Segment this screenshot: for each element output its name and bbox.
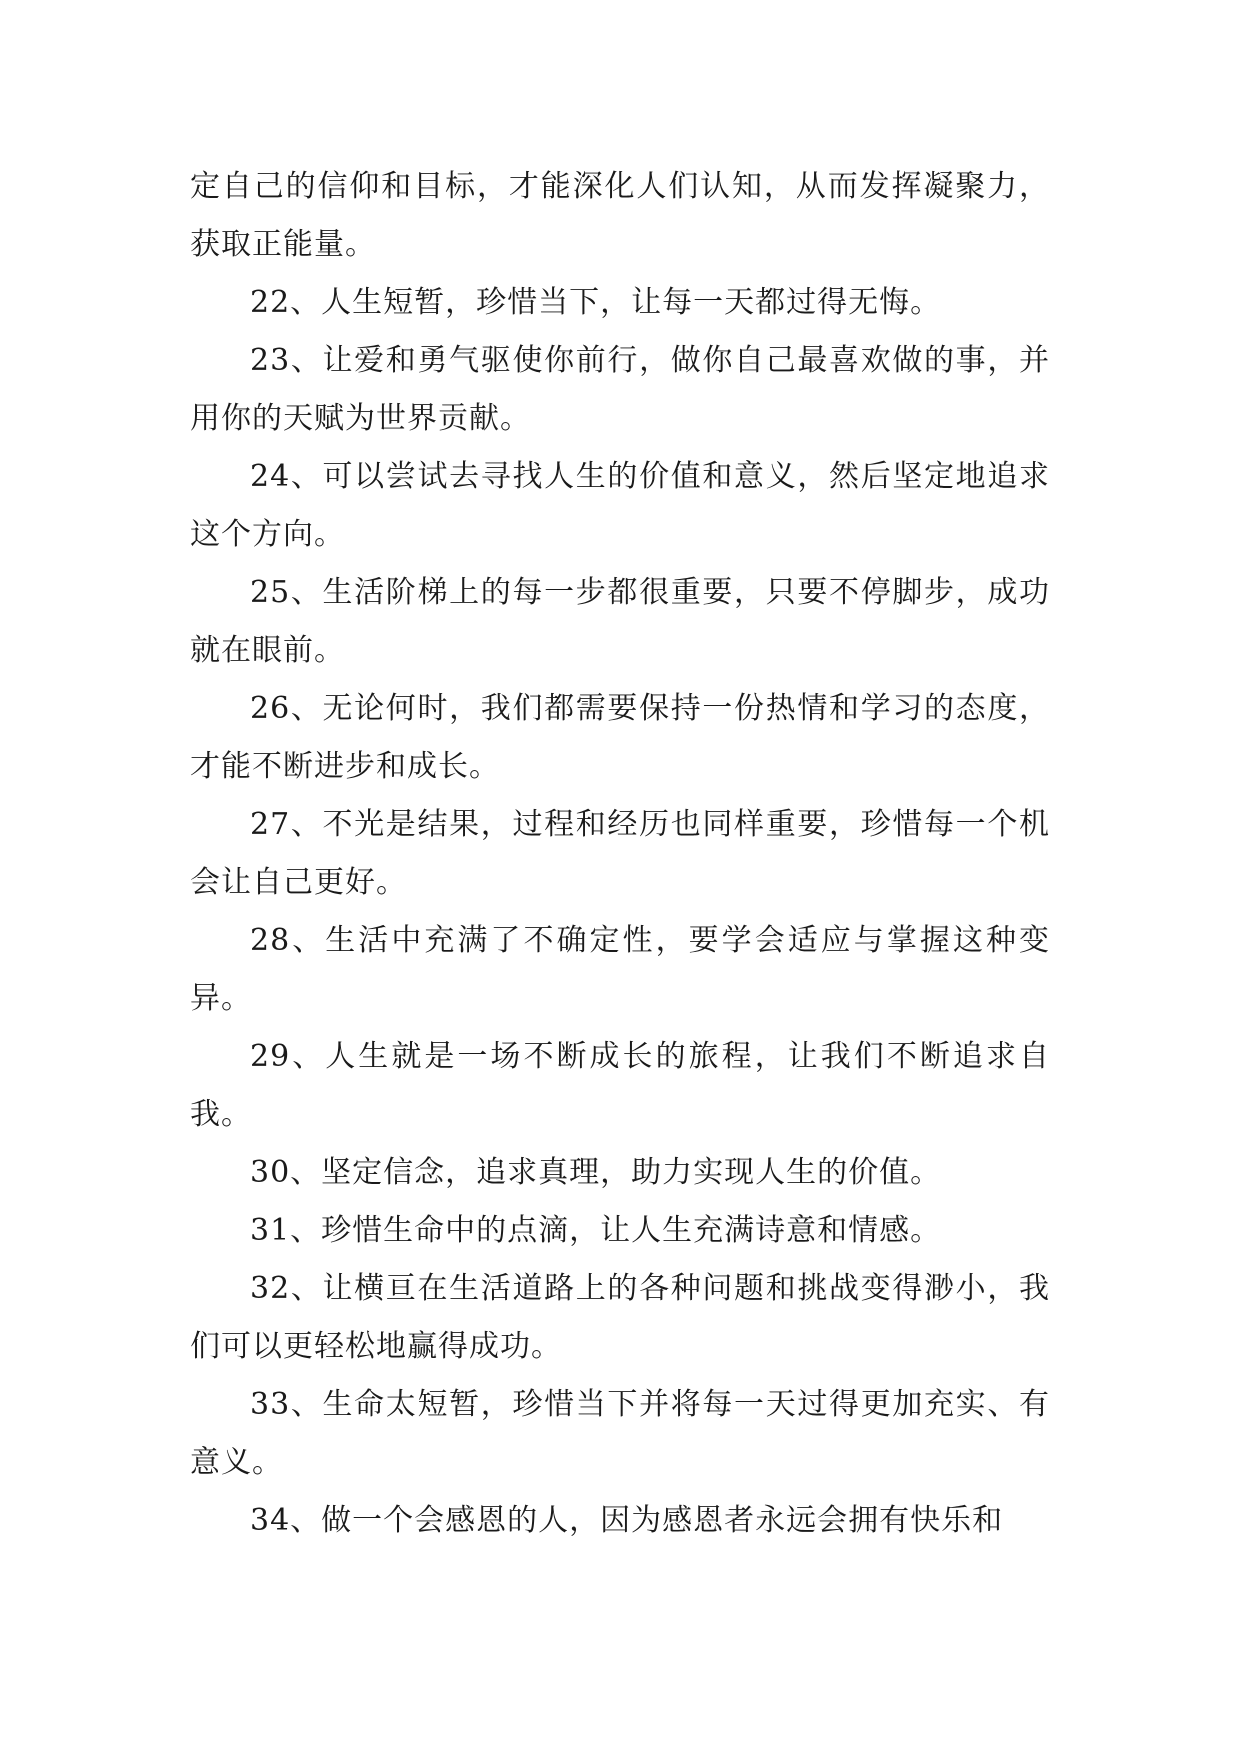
- paragraph-28: 28、生活中充满了不确定性，要学会适应与掌握这种变异。: [190, 923, 1050, 1016]
- paragraph-22: 22、人生短暂，珍惜当下，让每一天都过得无悔。: [250, 285, 942, 320]
- paragraph-23: 23、让爱和勇气驱使你前行，做你自己最喜欢做的事，并用你的天赋为世界贡献。: [190, 343, 1050, 436]
- paragraph-30: 30、坚定信念，追求真理，助力实现人生的价值。: [250, 1155, 942, 1190]
- document-body: [190, 158, 1050, 1550]
- paragraph-29: 29、人生就是一场不断成长的旅程，让我们不断追求自我。: [190, 1039, 1050, 1132]
- paragraph-34: 34、做一个会感恩的人，因为感恩者永远会拥有快乐和: [250, 1503, 1004, 1538]
- paragraph-32: 32、让横亘在生活道路上的各种问题和挑战变得渺小，我们可以更轻松地赢得成功。: [190, 1271, 1050, 1364]
- paragraph-25: 25、生活阶梯上的每一步都很重要，只要不停脚步，成功就在眼前。: [190, 575, 1050, 668]
- paragraph-26: 26、无论何时，我们都需要保持一份热情和学习的态度，才能不断进步和成长。: [190, 691, 1050, 784]
- paragraph-33: 33、生命太短暂，珍惜当下并将每一天过得更加充实、有意义。: [190, 1387, 1050, 1480]
- paragraph-31: 31、珍惜生命中的点滴，让人生充满诗意和情感。: [250, 1213, 942, 1248]
- paragraph-24: 24、可以尝试去寻找人生的价值和意义，然后坚定地追求这个方向。: [190, 459, 1050, 552]
- paragraph-continuation: 定自己的信仰和目标，才能深化人们认知，从而发挥凝聚力，获取正能量。: [190, 169, 1050, 262]
- paragraph-27: 27、不光是结果，过程和经历也同样重要，珍惜每一个机会让自己更好。: [190, 807, 1050, 900]
